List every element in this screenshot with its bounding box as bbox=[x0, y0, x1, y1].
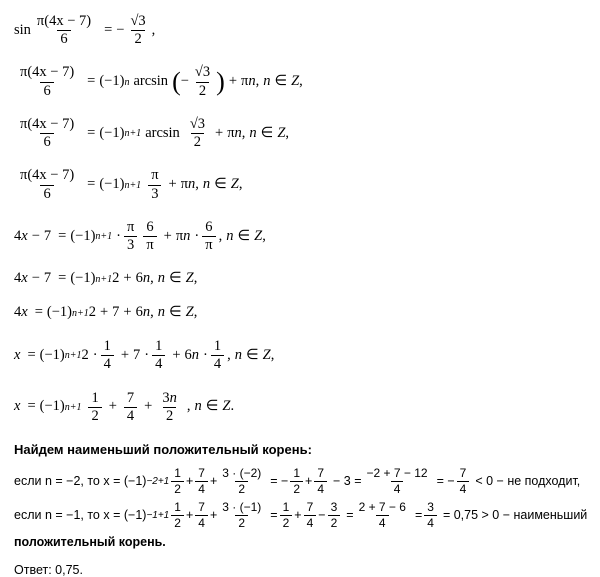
variable-x: x bbox=[21, 227, 28, 244]
conclusion-tail: положительный корень. bbox=[14, 535, 166, 550]
plus-sign: + bbox=[209, 474, 218, 489]
variable-x: x bbox=[14, 346, 21, 363]
element-of-symbol: ∈ bbox=[246, 346, 259, 363]
fraction-7-over-4 bbox=[457, 467, 470, 495]
fraction-denominator: 3 bbox=[148, 185, 161, 202]
fraction-denominator: 2 bbox=[280, 515, 293, 530]
fraction-numerator: √3 bbox=[189, 115, 206, 132]
fraction-denominator: 2 bbox=[171, 481, 184, 496]
coefficient-4: 4 bbox=[14, 227, 22, 244]
variable-n: n bbox=[142, 270, 151, 287]
comma: , bbox=[151, 21, 156, 38]
comma: , bbox=[193, 304, 198, 321]
minus-one-base: (−1) bbox=[39, 398, 65, 415]
exponent-n-plus-1: n+1 bbox=[124, 128, 142, 140]
equation-line-7 bbox=[14, 305, 590, 321]
fraction-numerator: π bbox=[151, 167, 159, 184]
fraction-sqrt3-over-2 bbox=[187, 117, 208, 150]
answer-line: Ответ: 0,75. bbox=[14, 563, 83, 577]
equals-sign: = bbox=[104, 21, 113, 38]
exponent-n: n bbox=[124, 76, 130, 88]
fraction-denominator: 4 bbox=[101, 355, 114, 372]
fraction-denominator: π bbox=[143, 236, 156, 253]
fraction-denominator: π bbox=[202, 236, 215, 253]
case-tail: = 0,75 > 0 − наименьший bbox=[442, 508, 588, 523]
exponent-n-plus-1: n+1 bbox=[64, 401, 82, 413]
plus-sign: + bbox=[185, 474, 194, 489]
variable-n: n bbox=[202, 176, 211, 193]
equation-line-4 bbox=[14, 168, 590, 201]
minus-sign: − bbox=[318, 508, 326, 523]
comma: , bbox=[238, 176, 243, 193]
comma: , bbox=[270, 346, 275, 363]
fraction-3n-over-2 bbox=[159, 391, 180, 424]
minus-sign: − bbox=[116, 21, 125, 38]
variable-n: n bbox=[234, 124, 242, 141]
variable-n: n bbox=[194, 398, 202, 415]
fraction-numerator: 1 bbox=[174, 465, 181, 480]
fraction-numerator: π(4x − 7) bbox=[20, 167, 75, 184]
variable-x: x bbox=[14, 398, 21, 415]
exponent-n-plus-1: n+1 bbox=[64, 350, 82, 362]
set-z: Z bbox=[185, 270, 194, 287]
equals-sign: = bbox=[58, 270, 67, 287]
fraction-denominator: 6 bbox=[57, 30, 70, 47]
plus-sign: + bbox=[209, 508, 218, 523]
comma: , bbox=[195, 176, 199, 193]
set-z: Z bbox=[262, 346, 271, 363]
fraction-1-over-2 bbox=[290, 467, 303, 495]
plus-sign: + bbox=[120, 346, 129, 363]
equals-sign: = bbox=[34, 304, 43, 321]
comma: , bbox=[262, 227, 266, 244]
fraction-numerator: 3 · (−1) bbox=[222, 500, 262, 515]
period: . bbox=[230, 398, 235, 415]
plus-sign: + bbox=[123, 270, 132, 287]
minus-sign: − bbox=[31, 227, 40, 244]
fraction-denominator: 4 bbox=[424, 515, 437, 530]
fraction-numerator: 3 · (−2) bbox=[222, 465, 262, 480]
element-of-symbol: ∈ bbox=[274, 73, 288, 90]
fraction-numerator: √3 bbox=[194, 64, 211, 81]
comma: , bbox=[218, 227, 223, 244]
equals-minus: = − bbox=[436, 474, 455, 489]
multiplication-dot: · bbox=[116, 227, 121, 244]
fraction-denominator: 4 bbox=[211, 355, 224, 372]
case-prefix: если n = −2, то x = (−1) bbox=[14, 474, 147, 489]
fraction-numerator: 1 bbox=[174, 500, 181, 515]
fraction-6-over-pi bbox=[202, 220, 215, 253]
equation-line-3 bbox=[14, 117, 590, 150]
set-z: Z bbox=[254, 227, 263, 244]
number-2: 2 bbox=[81, 346, 89, 363]
fraction-denominator: 2 bbox=[235, 515, 248, 530]
exponent-n-plus-1: n+1 bbox=[71, 307, 89, 319]
fraction-1-over-2 bbox=[88, 391, 101, 424]
fraction-numerator: 7 bbox=[198, 500, 205, 515]
fraction-7-over-4 bbox=[124, 391, 137, 424]
fraction-7-over-4 bbox=[304, 501, 317, 529]
fraction-denominator: 2 bbox=[196, 82, 209, 99]
minus-sign: − bbox=[180, 73, 189, 90]
variable-n: n bbox=[157, 304, 165, 321]
fraction-6-over-pi bbox=[143, 220, 156, 253]
exponent-minus-2-plus-1: −2+1 bbox=[146, 475, 170, 487]
exponent-n-plus-1: n+1 bbox=[95, 273, 113, 285]
equals-minus: = − bbox=[270, 474, 289, 489]
fraction-denominator: 4 bbox=[195, 515, 208, 530]
fraction-denominator: 4 bbox=[304, 515, 317, 530]
fraction-3-over-2 bbox=[328, 501, 341, 529]
equation-line-5 bbox=[14, 220, 590, 253]
equation-line-2 bbox=[14, 65, 590, 98]
fraction-3-over-4 bbox=[424, 501, 437, 529]
minus-one-base: (−1) bbox=[99, 124, 125, 141]
plus-sign: + bbox=[172, 346, 181, 363]
fraction-3times-minus1-over-2 bbox=[219, 501, 264, 529]
variable-n: n bbox=[248, 73, 256, 90]
element-of-symbol: ∈ bbox=[168, 270, 182, 287]
fraction-denominator: 2 bbox=[290, 481, 303, 496]
variable-n: n bbox=[188, 176, 196, 193]
variable-n: n bbox=[191, 346, 200, 363]
set-z: Z bbox=[222, 398, 231, 415]
fraction-denominator: 4 bbox=[391, 481, 404, 496]
fraction-numerator: 7 bbox=[198, 465, 205, 480]
fraction-denominator: 2 bbox=[131, 30, 144, 47]
number-7: 7 bbox=[112, 304, 120, 321]
fraction-pi-over-3 bbox=[124, 220, 137, 253]
variable-x: x bbox=[21, 270, 28, 287]
fraction-sum-over-4 bbox=[356, 501, 409, 529]
plus-sign: + bbox=[168, 176, 177, 193]
fraction-denominator: 4 bbox=[152, 355, 165, 372]
equals-sign: = bbox=[27, 398, 36, 415]
fraction-pi4x7-over-6 bbox=[17, 168, 77, 201]
fraction-denominator: 2 bbox=[171, 515, 184, 530]
fraction-numerator: 1 bbox=[103, 338, 111, 355]
variable-n: n bbox=[226, 227, 234, 244]
fraction-pi4x7-over-6 bbox=[17, 117, 77, 150]
element-of-symbol: ∈ bbox=[260, 124, 274, 141]
arcsin-operator: arcsin bbox=[145, 124, 180, 141]
variable-n: n bbox=[234, 346, 242, 363]
arcsin-operator: arcsin bbox=[133, 73, 169, 90]
fraction-numerator: 6 bbox=[205, 218, 213, 235]
minus-sign: − bbox=[31, 270, 40, 287]
equals-sign: = bbox=[87, 73, 96, 90]
fraction-numerator: 6 bbox=[146, 218, 154, 235]
equals-sign: = bbox=[27, 346, 36, 363]
pi-symbol: π bbox=[227, 124, 235, 141]
number-2: 2 bbox=[112, 270, 120, 287]
equals-sign: = bbox=[58, 227, 67, 244]
coefficient-4: 4 bbox=[14, 270, 22, 287]
exponent-n-plus-1: n+1 bbox=[124, 179, 142, 191]
fraction-pi4x7-over-6 bbox=[17, 65, 77, 98]
equation-line-1 bbox=[14, 14, 590, 47]
set-z: Z bbox=[291, 73, 300, 90]
fraction-7-over-4 bbox=[195, 501, 208, 529]
fraction-denominator: 2 bbox=[191, 133, 204, 150]
variable-n: n bbox=[263, 73, 271, 90]
plus-sign: + bbox=[185, 508, 194, 523]
set-z: Z bbox=[185, 304, 194, 321]
fraction-1-over-2 bbox=[171, 501, 184, 529]
fraction-denominator: 4 bbox=[314, 481, 327, 496]
fraction-numerator: 2 + 7 − 6 bbox=[358, 500, 406, 515]
pi-symbol: π bbox=[241, 73, 249, 90]
comma: , bbox=[150, 304, 154, 321]
fraction-numerator: 3n bbox=[162, 389, 177, 406]
case-line-n-minus-1 bbox=[14, 501, 590, 529]
fraction-denominator: 6 bbox=[40, 82, 53, 99]
fraction-denominator: 2 bbox=[328, 515, 341, 530]
plus-sign: + bbox=[123, 304, 132, 321]
fraction-1-over-4 bbox=[211, 339, 224, 372]
fraction-denominator: 2 bbox=[88, 407, 101, 424]
fraction-numerator: π bbox=[127, 218, 135, 235]
fraction-pi-over-3 bbox=[148, 168, 161, 201]
fraction-7-over-4 bbox=[314, 467, 327, 495]
number-7: 7 bbox=[43, 227, 52, 244]
sin-operator: sin bbox=[14, 21, 31, 38]
fraction-numerator: 7 bbox=[459, 465, 467, 480]
fraction-denominator: 4 bbox=[195, 481, 208, 496]
conclusion-block bbox=[0, 442, 600, 577]
minus-one-base: (−1) bbox=[99, 176, 125, 193]
fraction-numerator: 7 bbox=[306, 500, 314, 515]
minus-one-base: (−1) bbox=[39, 346, 65, 363]
variable-n: n bbox=[142, 304, 151, 321]
fraction-numerator: 3 bbox=[330, 500, 338, 515]
exponent-n-plus-1: n+1 bbox=[95, 230, 113, 242]
fraction-denominator: 6 bbox=[40, 185, 53, 202]
fraction-denominator: 2 bbox=[235, 481, 248, 496]
fraction-1-over-4 bbox=[101, 339, 114, 372]
equals-sign: = bbox=[87, 176, 96, 193]
plus-sign: + bbox=[294, 508, 302, 523]
fraction-pi4x7-over-6 bbox=[34, 14, 94, 47]
equation-line-9 bbox=[14, 391, 590, 424]
plus-sign: + bbox=[228, 73, 237, 90]
fraction-sum-over-4 bbox=[364, 467, 431, 495]
fraction-numerator: 3 bbox=[427, 500, 434, 515]
fraction-numerator: 7 bbox=[126, 389, 135, 406]
equals-sign: = bbox=[414, 508, 423, 523]
fraction-denominator: 2 bbox=[163, 407, 176, 424]
fraction-numerator: 1 bbox=[155, 338, 163, 355]
fraction-denominator: 4 bbox=[124, 407, 137, 424]
multiplication-dot: · bbox=[144, 346, 150, 363]
fraction-1-over-2 bbox=[280, 501, 293, 529]
fraction-numerator: π(4x − 7) bbox=[20, 64, 75, 81]
right-paren: ) bbox=[216, 66, 225, 96]
fraction-numerator: 1 bbox=[213, 338, 222, 355]
comma: , bbox=[193, 270, 198, 287]
fraction-sqrt3-over-2 bbox=[127, 14, 148, 47]
minus-one-base: (−1) bbox=[99, 73, 125, 90]
set-z: Z bbox=[230, 176, 239, 193]
fraction-numerator: √3 bbox=[130, 13, 146, 29]
plus-sign: + bbox=[99, 304, 109, 321]
comma: , bbox=[255, 73, 260, 90]
fraction-denominator: 4 bbox=[457, 481, 470, 496]
case-tail: < 0 − не подходит, bbox=[475, 474, 581, 489]
plus-sign: + bbox=[163, 227, 172, 244]
minus-one-base: (−1) bbox=[46, 304, 72, 321]
fraction-numerator: −2 + 7 − 12 bbox=[366, 465, 428, 480]
comma: , bbox=[150, 270, 154, 287]
minus-one-base: (−1) bbox=[70, 227, 96, 244]
multiplication-dot: · bbox=[92, 346, 98, 363]
variable-x: x bbox=[21, 304, 28, 321]
number-7: 7 bbox=[133, 346, 141, 363]
minus-one-base: (−1) bbox=[70, 270, 96, 287]
element-of-symbol: ∈ bbox=[205, 398, 219, 415]
fraction-numerator: 1 bbox=[293, 465, 301, 480]
element-of-symbol: ∈ bbox=[168, 304, 182, 321]
fraction-numerator: 1 bbox=[91, 389, 99, 406]
pi-symbol: π bbox=[180, 176, 189, 193]
plus-sign: + bbox=[215, 124, 224, 141]
fraction-denominator: 6 bbox=[40, 133, 53, 150]
set-z: Z bbox=[277, 124, 286, 141]
equation-line-8 bbox=[14, 339, 590, 372]
minus-three-equals: − 3 = bbox=[333, 474, 362, 489]
plus-sign: + bbox=[144, 398, 153, 415]
multiplication-dot: · bbox=[194, 227, 200, 244]
case-prefix: если n = −1, то x = (−1) bbox=[14, 508, 147, 523]
comma: , bbox=[227, 346, 231, 363]
plus-sign: + bbox=[108, 398, 117, 415]
fraction-sqrt3-over-2 bbox=[192, 65, 213, 98]
fraction-7-over-4 bbox=[195, 467, 208, 495]
fraction-denominator: 3 bbox=[124, 236, 137, 253]
element-of-symbol: ∈ bbox=[237, 227, 251, 244]
comma: , bbox=[186, 398, 191, 415]
number-6: 6 bbox=[135, 270, 143, 287]
left-paren: ( bbox=[172, 66, 181, 96]
equals-sign: = bbox=[87, 124, 96, 141]
comma: , bbox=[241, 124, 246, 141]
plus-sign: + bbox=[305, 474, 313, 489]
number-2: 2 bbox=[88, 304, 96, 321]
number-6: 6 bbox=[135, 304, 143, 321]
comma: , bbox=[299, 73, 303, 90]
exponent-minus-1-plus-1: −1+1 bbox=[146, 509, 170, 521]
case-line-n-minus-2 bbox=[14, 467, 590, 495]
fraction-1-over-2 bbox=[171, 467, 184, 495]
comma: , bbox=[285, 124, 290, 141]
element-of-symbol: ∈ bbox=[214, 176, 227, 193]
variable-n: n bbox=[183, 227, 191, 244]
conclusion-heading: Найдем наименьший положительный корень: bbox=[14, 441, 312, 457]
fraction-1-over-4 bbox=[152, 339, 165, 372]
number-7: 7 bbox=[43, 270, 52, 287]
coefficient-4: 4 bbox=[14, 304, 22, 321]
fraction-numerator: π(4x − 7) bbox=[36, 13, 92, 29]
fraction-numerator: 7 bbox=[317, 465, 325, 480]
equals-sign: = bbox=[346, 508, 354, 523]
fraction-denominator: 4 bbox=[376, 515, 389, 530]
equals-sign: = bbox=[270, 508, 278, 523]
fraction-numerator: 1 bbox=[282, 500, 290, 515]
multiplication-dot: · bbox=[203, 346, 208, 363]
fraction-numerator: π(4x − 7) bbox=[20, 115, 75, 132]
equation-line-6 bbox=[14, 271, 590, 287]
variable-n: n bbox=[249, 124, 257, 141]
fraction-3times-minus2-over-2 bbox=[219, 467, 264, 495]
pi-symbol: π bbox=[175, 227, 184, 244]
number-6: 6 bbox=[184, 346, 192, 363]
variable-n: n bbox=[157, 270, 165, 287]
